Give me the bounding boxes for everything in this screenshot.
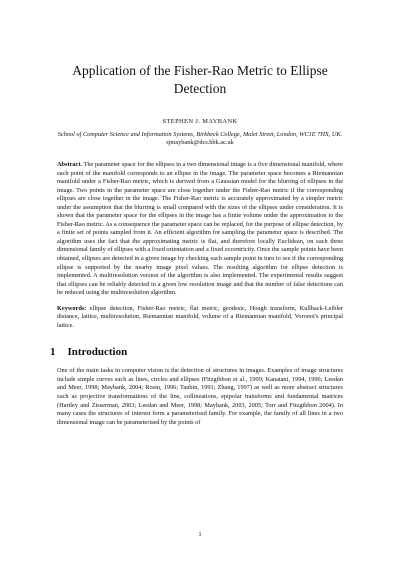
- introduction-paragraph: One of the main tasks in computer vision is the detection of structures in images. Examples of image structures include simple curves such as lines, circles and ellipses (Fitzgibbon et al., 1999; Kanatani, 1994, 1996; Leedan and Meer, 1998; Maybank, 2004; Rosin, 1996; Taubin, 1991; Zhang, 1997) as well as more abstract structures such as projective transformations of the line, collineations, epipolar transforms and fundamental matrices (Hartley and Zisserman, 2003; Leedan and Meer, 1998; Maybank, 2003, 2005; Torr and Fitzgibbon 2004). In many cases the structures of interest form a parameterised family. For example, the family of all lines in a two dimensional image can be parameterised by the points of: [57, 367, 343, 426]
- keywords-text: ellipse detection, Fisher-Rao metric, flat metric, geodesic, Hough transform, Kullback-Leibler distance, lattice, multiresolution, Riemannian manifold, volume of a Riemannian manifold, Voronoi's principal lattice.: [57, 304, 344, 329]
- abstract-text: The parameter space for the ellipses in a two dimensional image is a five dimensional manifold, where each point of the manifold corresponds to an ellipse in the image. The parameter space becomes a Riemannian manifold under a Fisher-Rao metric, which is derived from a Gaussian model for the blurring of ellipses in the image. Two points in the parameter space are close together under the Fisher-Rao metric if the corresponding ellipses are close together in the image. The Fisher-Rao metric is accurately approximated by a simpler metric under the assumption that the blurring is small compared with the sizes of the ellipses under consideration. It is shown that the parameter space for the ellipses in the image has a finite volume under the approximation to the Fisher-Rao metric. As a consequence the parameter space can be replaced, for the purpose of ellipse detection, by a finite set of points sampled from it. An efficient algorithm for sampling the parameter space is described. The algorithm uses the fact that the approximating metric is flat, and therefore locally Euclidean, on each three dimensional family of ellipses with a fixed orientation and a fixed eccentricity. Once the sample points have been obtained, ellipses are detected in a given image by checking each sample point in turn to see if the corresponding ellipse is supported by the nearby image pixel values. The resulting algorithm for ellipse detection is implemented. A multiresolution version of the algorithm is also implemented. The experimental results suggest that ellipses can be reliably detected in a given low resolution image and that the number of false detections can be reduced using the multiresolution algorithm.: [57, 161, 343, 297]
- page-number: 1: [198, 531, 202, 538]
- section-number: 1: [50, 346, 56, 359]
- author-name: STEPHEN J. MAYBANK: [162, 118, 238, 125]
- author-email: sjmaybank@dcs.bbk.ac.uk: [166, 139, 234, 146]
- keywords: [57, 305, 343, 331]
- keywords-label: Keywords:: [57, 304, 87, 312]
- abstract-label: Abstract.: [57, 161, 83, 168]
- section-title: Introduction: [67, 346, 128, 359]
- section-heading: [50, 346, 350, 358]
- abstract: [57, 161, 343, 298]
- paper-title: Application of the Fisher-Rao Metric to Ellipse Detection: [72, 63, 328, 96]
- author-affiliation: School of Computer Science and Information Systems, Birkbeck College, Malet Street, London, WC1E 7HX, UK.: [57, 131, 343, 138]
